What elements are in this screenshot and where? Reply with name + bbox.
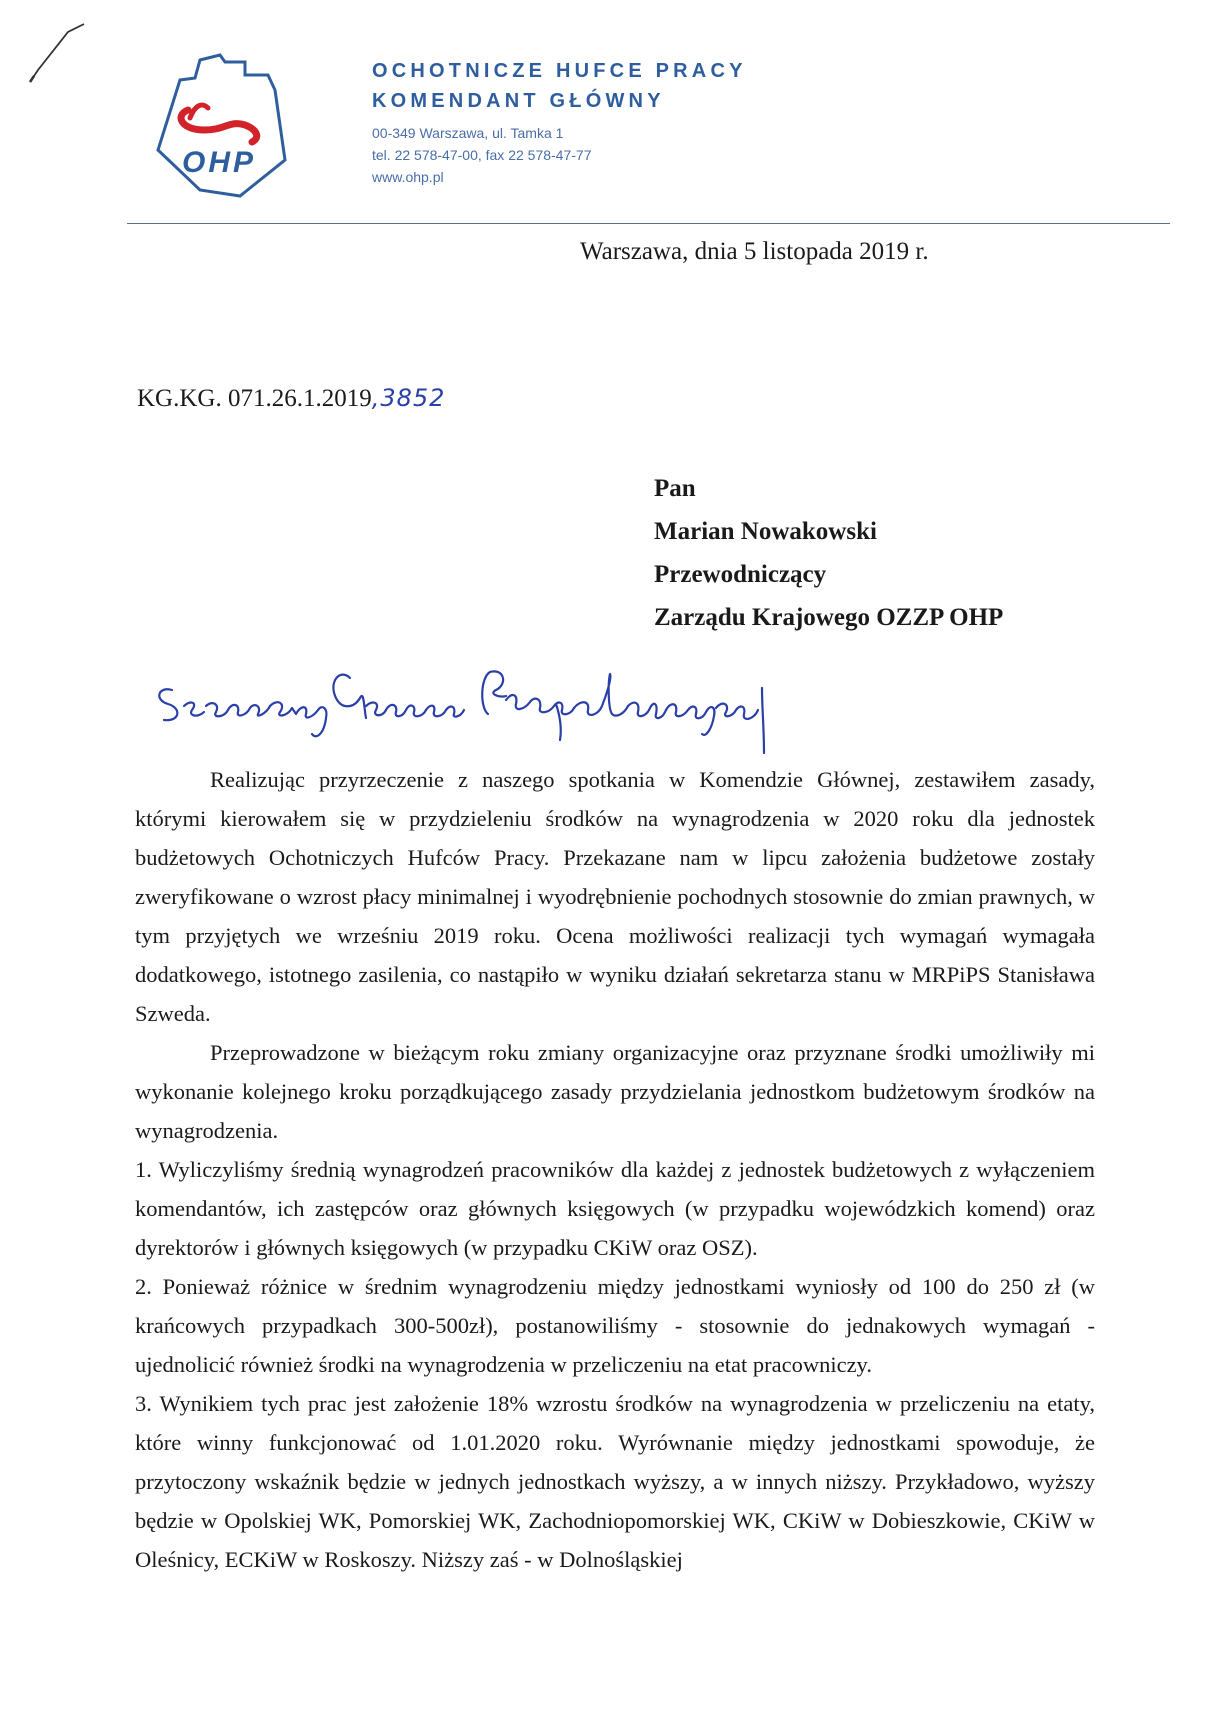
addressee-line: Pan xyxy=(654,475,696,502)
header-divider xyxy=(127,223,1170,224)
addressee-role: Przewodniczący xyxy=(654,561,827,588)
paragraph: Przeprowadzone w bieżącym roku zmiany organizacyjne oraz przyznane środki umożliwiły mi wykonanie kolejnego kroku porządkującego zasady przydzielania jednostkom budżetowym środków na wynagrodzenia. xyxy=(135,1040,1095,1143)
ohp-logo xyxy=(150,50,300,200)
date-line: Warszawa, dnia 5 listopada 2019 r. xyxy=(580,238,929,265)
addressee-org: Zarządu Krajowego OZZP OHP xyxy=(654,604,1004,631)
numbered-paragraph: 2. Ponieważ różnice w średnim wynagrodzeniu między jednostkami wyniosły od 100 do 250 zł (w krańcowych przypadkach 300-500zł), postanowiliśmy - stosownie do jednakowych wymagań - ujednolicić również środki na wynagrodzenia w przeliczeniu na etat pracowniczy. xyxy=(135,1274,1095,1377)
letterhead xyxy=(372,56,747,188)
handwritten-salutation xyxy=(150,648,870,763)
reference-handwritten: 3852 xyxy=(380,384,446,412)
phone-line: tel. 22 578-47-00, fax 22 578-47-77 xyxy=(372,147,592,163)
addressee-block xyxy=(654,467,1003,639)
numbered-paragraph: 1. Wyliczyliśmy średnią wynagrodzeń pracowników dla każdej z jednostek budżetowych z wyłączeniem komendantów, ich zastępców oraz głównych księgowych (w przypadku wojewódzkich komend) oraz dyrektorów i głównych księgowych (w przypadku CKiW oraz OSZ). xyxy=(135,1157,1095,1260)
address-line: 00-349 Warszawa, ul. Tamka 1 xyxy=(372,125,564,141)
org-title: KOMENDANT GŁÓWNY xyxy=(372,90,665,112)
numbered-paragraph: 3. Wynikiem tych prac jest założenie 18% wzrostu środków na wynagrodzenia w przeliczeniu na etaty, które winny funkcjonować od 1.01.2020 roku. Wyrównanie między jednostkami spowoduje, że przytoczony wskaźnik będzie w jednych jednostkach wyższy, a w innych niższy. Przykładowo, wyższy będzie w Opolskiej WK, Pomorskiej WK, Zachodniopomorskiej WK, CKiW w Dobieszkowie, CKiW w Oleśnicy, ECKiW w Roskoszy. Niższy zaś - w Dolnośląskiej xyxy=(135,1391,1095,1572)
addressee-name: Marian Nowakowski xyxy=(654,518,877,545)
logo-text: OHP xyxy=(182,146,257,179)
pen-stroke-mark xyxy=(28,22,88,84)
reference-number: KG.KG. 071.26.1.2019,3852 xyxy=(137,384,446,412)
letter-body xyxy=(135,760,1095,1579)
org-name: OCHOTNICZE HUFCE PRACY xyxy=(372,60,747,82)
reference-printed: KG.KG. 071.26.1.2019 xyxy=(137,385,372,412)
org-address xyxy=(372,122,747,188)
paragraph: Realizując przyrzeczenie z naszego spotkania w Komendzie Głównej, zestawiłem zasady, którymi kierowałem się w przydzieleniu środków na wynagrodzenia w 2020 roku dla jednostek budżetowych Ochotniczych Hufców Pracy. Przekazane nam w lipcu założenia budżetowe zostały zweryfikowane o wzrost płacy minimalnej i wyodrębnienie pochodnych stosownie do zmian prawnych, w tym przyjętych we wrześniu 2019 roku. Ocena możliwości realizacji tych wymagań wymagała dodatkowego, istotnego zasilenia, co nastąpiło w wyniku działań sekretarza stanu w MRPiPS Stanisława Szweda. xyxy=(135,767,1095,1026)
website-line: www.ohp.pl xyxy=(372,169,444,185)
